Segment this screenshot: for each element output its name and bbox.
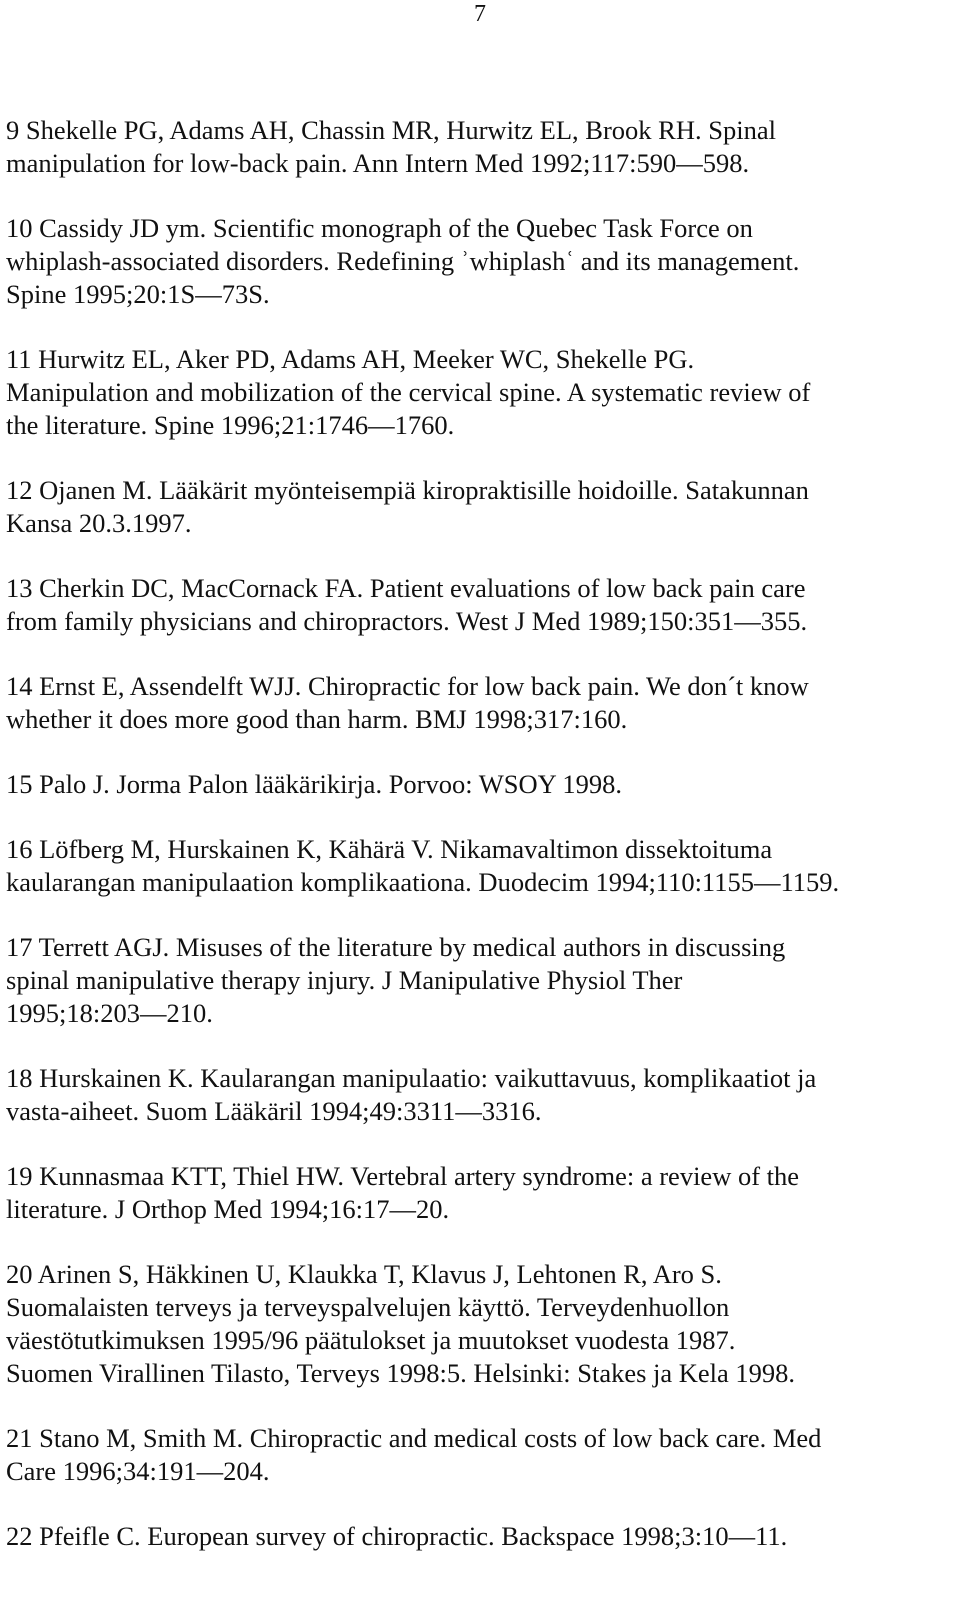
reference-line: 20 Arinen S, Häkkinen U, Klaukka T, Klavus J, Lehtonen R, Aro S.: [6, 1259, 722, 1289]
reference-line: whether it does more good than harm. BMJ 1998;317:160.: [6, 704, 628, 734]
reference-line: Kansa 20.3.1997.: [6, 508, 192, 538]
reference-line: vasta-aiheet. Suom Lääkäril 1994;49:3311—3316.: [6, 1096, 542, 1126]
reference-item-22: [6, 1520, 950, 1553]
reference-line: 9 Shekelle PG, Adams AH, Chassin MR, Hurwitz EL, Brook RH. Spinal: [6, 115, 776, 145]
reference-item-12: [6, 474, 950, 540]
reference-line: 17 Terrett AGJ. Misuses of the literature by medical authors in discussing: [6, 932, 786, 962]
reference-item-13: [6, 572, 950, 638]
reference-line: Suomalaisten terveys ja terveyspalvelujen käyttö. Terveydenhuollon: [6, 1292, 730, 1322]
reference-line: Manipulation and mobilization of the cervical spine. A systematic review of: [6, 377, 811, 407]
reference-item-9: [6, 114, 950, 180]
reference-line: Suomen Virallinen Tilasto, Terveys 1998:5. Helsinki: Stakes ja Kela 1998.: [6, 1358, 796, 1388]
reference-list: [6, 114, 950, 1585]
reference-line: 1995;18:203—210.: [6, 998, 213, 1028]
reference-line: whiplash-associated disorders. Redefining ʾwhiplashʿ and its management.: [6, 246, 800, 276]
reference-item-15: [6, 768, 950, 801]
reference-line: 15 Palo J. Jorma Palon lääkärikirja. Porvoo: WSOY 1998.: [6, 769, 623, 799]
reference-line: manipulation for low-back pain. Ann Intern Med 1992;117:590—598.: [6, 148, 750, 178]
reference-item-16: [6, 833, 950, 899]
reference-line: 19 Kunnasmaa KTT, Thiel HW. Vertebral artery syndrome: a review of the: [6, 1161, 800, 1191]
reference-line: literature. J Orthop Med 1994;16:17—20.: [6, 1194, 450, 1224]
reference-item-14: [6, 670, 950, 736]
reference-line: 14 Ernst E, Assendelft WJJ. Chiropractic for low back pain. We don´t know: [6, 671, 809, 701]
reference-line: 13 Cherkin DC, MacCornack FA. Patient evaluations of low back pain care: [6, 573, 806, 603]
reference-line: the literature. Spine 1996;21:1746—1760.: [6, 410, 455, 440]
reference-item-18: [6, 1062, 950, 1128]
reference-line: 12 Ojanen M. Lääkärit myönteisempiä kiropraktisille hoidoille. Satakunnan: [6, 475, 809, 505]
reference-item-17: [6, 931, 950, 1030]
reference-line: Care 1996;34:191—204.: [6, 1456, 270, 1486]
reference-item-21: [6, 1422, 950, 1488]
reference-line: kaularangan manipulaation komplikaationa. Duodecim 1994;110:1155—1159.: [6, 867, 840, 897]
reference-item-11: [6, 343, 950, 442]
reference-line: 16 Löfberg M, Hurskainen K, Kähärä V. Nikamavaltimon dissektoituma: [6, 834, 773, 864]
reference-line: spinal manipulative therapy injury. J Manipulative Physiol Ther: [6, 965, 683, 995]
reference-line: väestötutkimuksen 1995/96 päätulokset ja muutokset vuodesta 1987.: [6, 1325, 736, 1355]
reference-line: 11 Hurwitz EL, Aker PD, Adams AH, Meeker WC, Shekelle PG.: [6, 344, 695, 374]
reference-line: 10 Cassidy JD ym. Scientific monograph of the Quebec Task Force on: [6, 213, 753, 243]
reference-line: 18 Hurskainen K. Kaularangan manipulaatio: vaikuttavuus, komplikaatiot ja: [6, 1063, 817, 1093]
reference-line: Spine 1995;20:1S—73S.: [6, 279, 270, 309]
page-number: 7: [474, 1, 486, 27]
reference-line: 22 Pfeifle C. European survey of chiropractic. Backspace 1998;3:10—11.: [6, 1521, 788, 1551]
reference-item-10: [6, 212, 950, 311]
reference-line: from family physicians and chiropractors. West J Med 1989;150:351—355.: [6, 606, 808, 636]
reference-line: 21 Stano M, Smith M. Chiropractic and medical costs of low back care. Med: [6, 1423, 822, 1453]
reference-item-19: [6, 1160, 950, 1226]
reference-item-20: [6, 1258, 950, 1390]
